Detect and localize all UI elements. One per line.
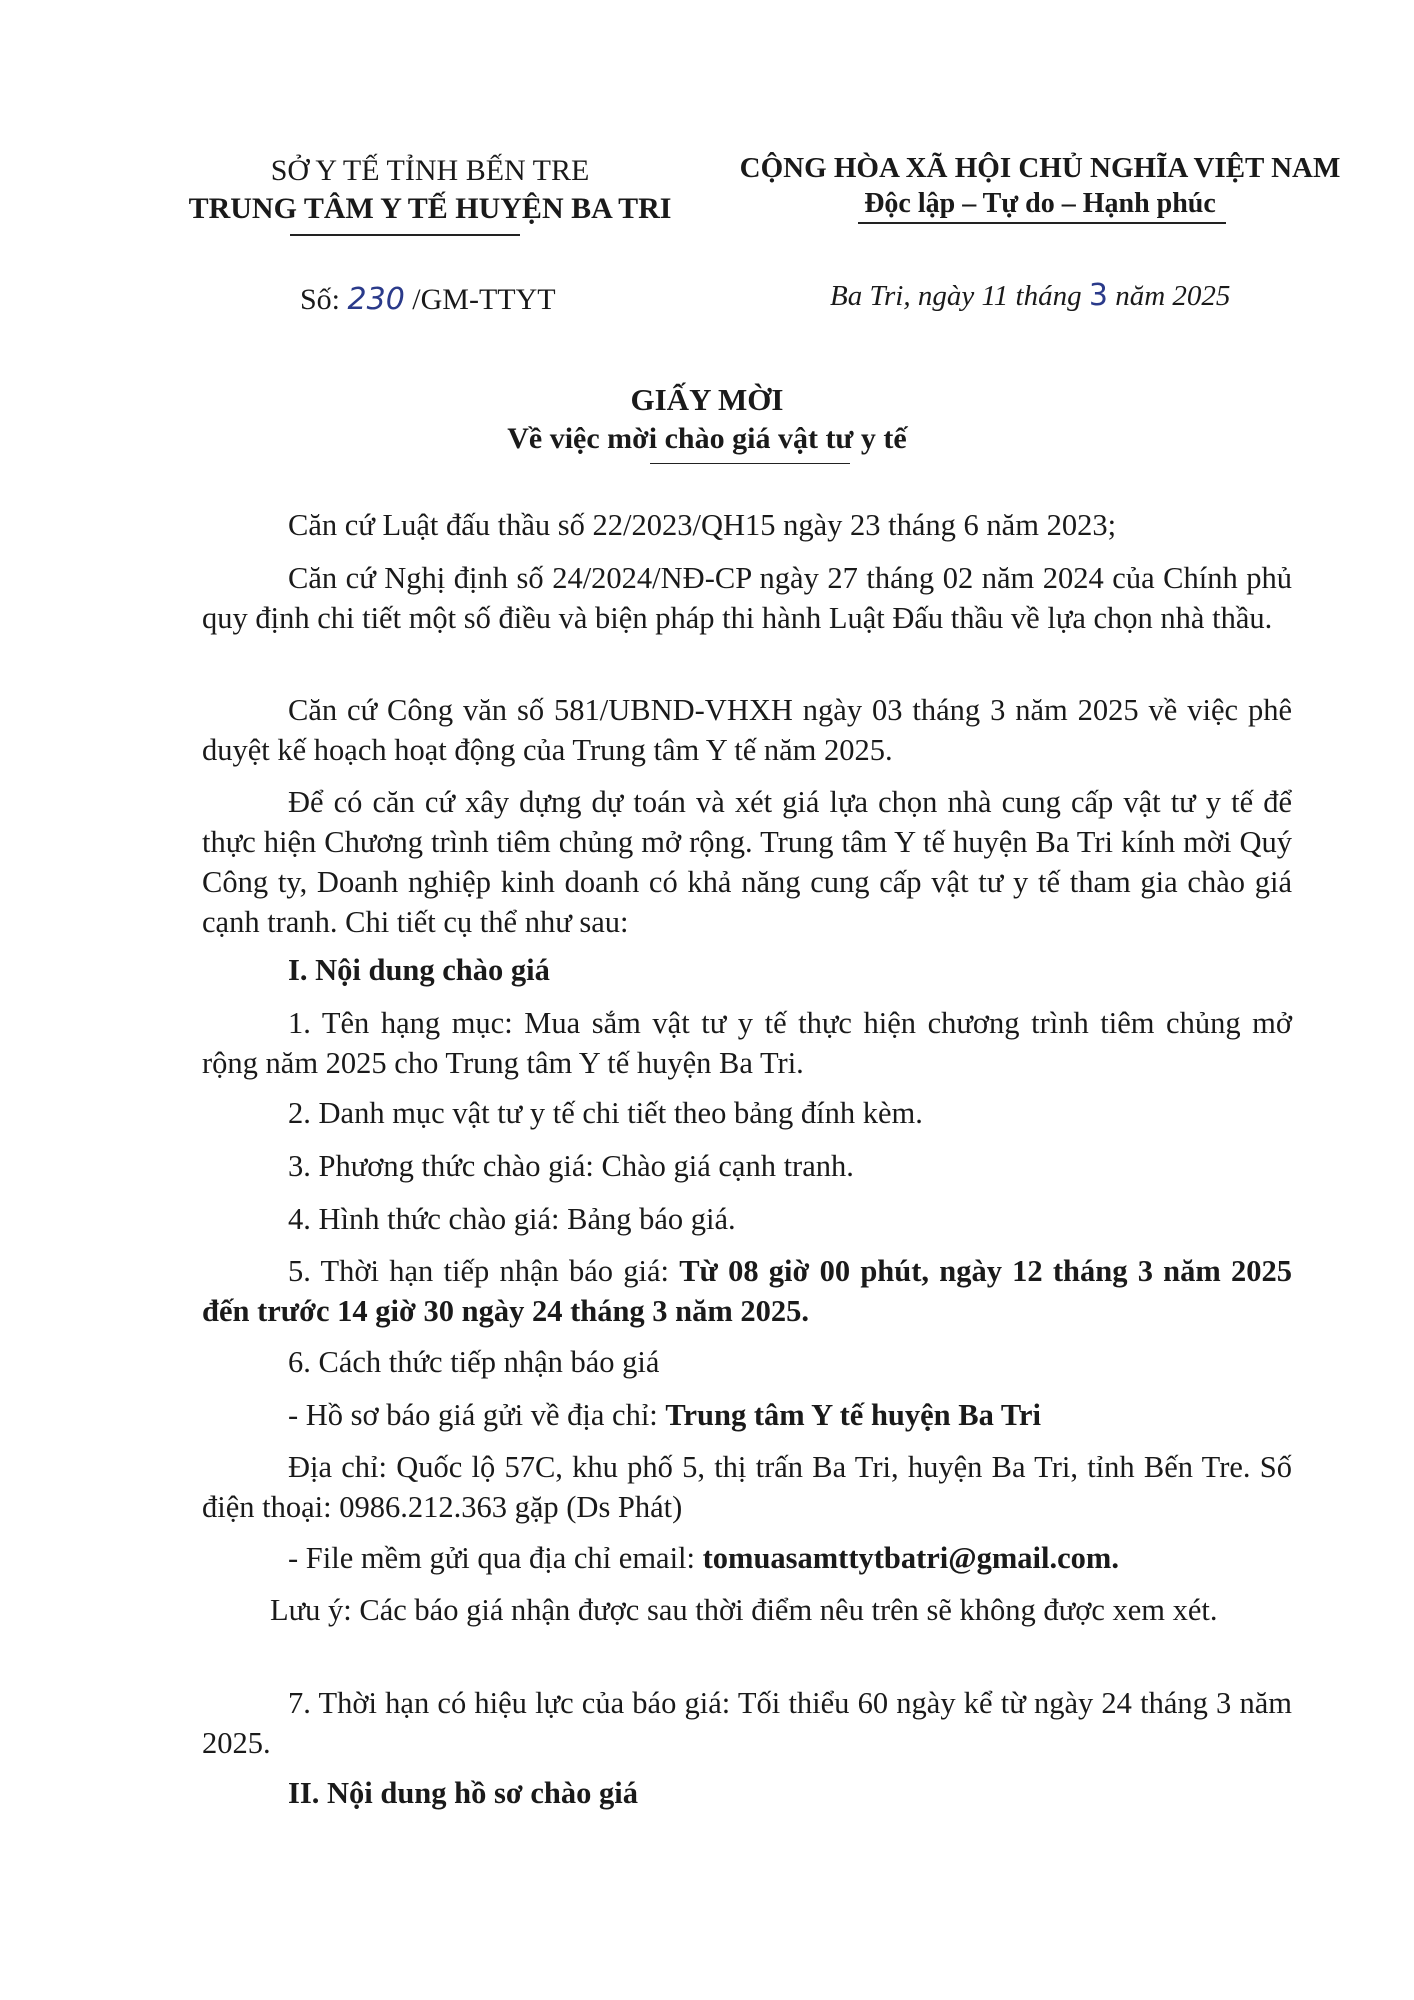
item-7: 7. Thời hạn có hiệu lực của báo giá: Tối thiểu 60 ngày kể từ ngày 24 tháng 3 năm 2025. <box>202 1686 1292 1760</box>
item-2: 2. Danh mục vật tư y tế chi tiết theo bảng đính kèm. <box>288 1096 923 1130</box>
date-month-handwritten: 3 <box>1088 278 1108 313</box>
date-suffix: năm 2025 <box>1115 280 1231 312</box>
document-number <box>300 282 556 317</box>
email-address: tomuasamttytbatri@gmail.com. <box>702 1541 1119 1575</box>
paragraph-invitation: Để có căn cứ xây dựng dự toán và xét giá lựa chọn nhà cung cấp vật tư y tế để thực hiện Chương trình tiêm chủng mở rộng. Trung tâm Y tế huyện Ba Tri kính mời Quý Công ty, Doanh nghiệp kinh doanh có khả năng cung cấp vật tư y tế tham gia chào giá cạnh tranh. Chi tiết cụ thể như sau: <box>202 785 1292 939</box>
section-heading-1: I. Nội dung chào giá <box>288 953 550 987</box>
item-5 <box>202 1251 1292 1331</box>
paragraph-legal-basis-1: Căn cứ Luật đấu thầu số 22/2023/QH15 ngày 23 tháng 6 năm 2023; <box>288 508 1117 542</box>
document-subtitle: Về việc mời chào giá vật tư y tế <box>507 422 907 455</box>
so-suffix: /GM-TTYT <box>412 283 556 316</box>
document-date <box>830 278 1230 313</box>
agency-underline <box>290 234 520 236</box>
item-3: 3. Phương thức chào giá: Chào giá cạnh tranh. <box>288 1149 854 1183</box>
email-label: - File mềm gửi qua địa chỉ email: <box>288 1541 703 1575</box>
note-paragraph: Lưu ý: Các báo giá nhận được sau thời điểm nêu trên sẽ không được xem xét. <box>270 1593 1218 1627</box>
section-heading-2: II. Nội dung hồ sơ chào giá <box>288 1776 638 1810</box>
agency-parent: SỞ Y TẾ TỈNH BẾN TRE <box>270 154 590 187</box>
item-4: 4. Hình thức chào giá: Bảng báo giá. <box>288 1202 736 1236</box>
motto-underline <box>858 222 1226 224</box>
date-prefix: Ba Tri, ngày 11 tháng <box>830 280 1082 312</box>
item-5-label: 5. Thời hạn tiếp nhận báo giá: <box>288 1254 680 1288</box>
item-1: 1. Tên hạng mục: Mua sắm vật tư y tế thực hiện chương trình tiêm chủng mở rộng năm 2025 cho Trung tâm Y tế huyện Ba Tri. <box>202 1006 1292 1080</box>
so-label: Số: <box>300 283 341 316</box>
address-paragraph: Địa chỉ: Quốc lộ 57C, khu phố 5, thị trấn Ba Tri, huyện Ba Tri, tỉnh Bến Tre. Số điện thoại: 0986.212.363 gặp (Ds Phát) <box>202 1450 1292 1524</box>
item-6a-label: - Hồ sơ báo giá gửi về địa chỉ: <box>288 1398 666 1432</box>
national-title: CỘNG HÒA XÃ HỘI CHỦ NGHĨA VIỆT NAM <box>739 152 1341 184</box>
item-5-deadline: Từ 08 giờ 00 phút, ngày 12 tháng 3 năm 2025 đến trước 14 giờ 30 ngày 24 tháng 3 năm 2025. <box>202 1254 1293 1328</box>
paragraph-legal-basis-2: Căn cứ Nghị định số 24/2024/NĐ-CP ngày 27 tháng 02 năm 2024 của Chính phủ quy định chi tiết một số điều và biện pháp thi hành Luật Đấu thầu về lựa chọn nhà thầu. <box>202 561 1292 635</box>
item-6a-recipient: Trung tâm Y tế huyện Ba Tri <box>665 1398 1042 1432</box>
national-motto: Độc lập – Tự do – Hạnh phúc <box>864 188 1216 219</box>
document-title: GIẤY MỜI <box>630 382 784 417</box>
so-number-handwritten: 230 <box>347 282 405 317</box>
paragraph-legal-basis-3: Căn cứ Công văn số 581/UBND-VHXH ngày 03 tháng 3 năm 2025 về việc phê duyệt kế hoạch hoạt động của Trung tâm Y tế năm 2025. <box>202 693 1292 767</box>
title-underline <box>650 463 850 464</box>
item-6a <box>288 1395 1041 1435</box>
email-line <box>288 1538 1119 1578</box>
item-6: 6. Cách thức tiếp nhận báo giá <box>288 1345 660 1379</box>
agency-name: TRUNG TÂM Y TẾ HUYỆN BA TRI <box>188 192 672 225</box>
